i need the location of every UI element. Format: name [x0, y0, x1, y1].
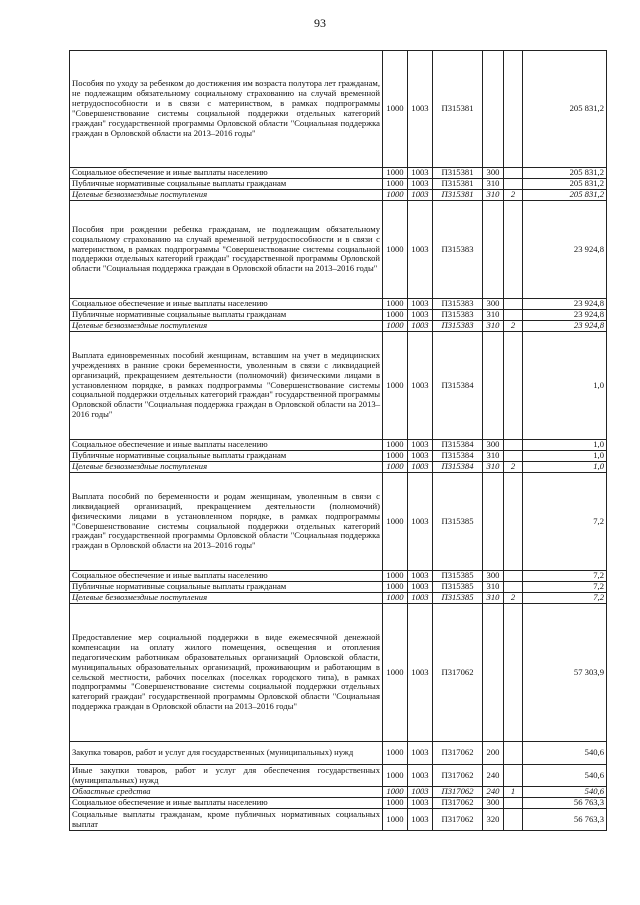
row-description: Социальное обеспечение и иные выплаты населению [70, 440, 383, 451]
funding-source-code [504, 310, 523, 321]
table-row [70, 809, 607, 831]
amount-value: 205 831,2 [523, 51, 607, 168]
target-article-code: П317062 [433, 798, 483, 809]
subsection-code: 1003 [408, 798, 433, 809]
target-article-code: П315381 [433, 168, 483, 179]
target-article-code: П315385 [433, 593, 483, 604]
section-code: 1000 [383, 451, 408, 462]
section-code: 1000 [383, 798, 408, 809]
target-article-code: П315384 [433, 451, 483, 462]
section-code: 1000 [383, 593, 408, 604]
table-row [70, 310, 607, 321]
row-description: Публичные нормативные социальные выплаты гражданам [70, 310, 383, 321]
expense-type-code: 300 [483, 798, 504, 809]
row-description: Социальное обеспечение и иные выплаты населению [70, 571, 383, 582]
expense-type-code [483, 201, 504, 299]
target-article-code: П315383 [433, 299, 483, 310]
amount-value: 205 831,2 [523, 179, 607, 190]
budget-table [69, 50, 607, 831]
section-code: 1000 [383, 571, 408, 582]
subsection-code: 1003 [408, 787, 433, 798]
section-code: 1000 [383, 809, 408, 831]
funding-source-code: 1 [504, 787, 523, 798]
subsection-code: 1003 [408, 809, 433, 831]
funding-source-code [504, 168, 523, 179]
row-description: Выплата пособий по беременности и родам женщинам, уволенным в связи с ликвидацией организаций, прекращением деятельности (полномочий) физическими лицами в установленном порядке, в рамках подпрограммы "Совершенствование системы социальной поддержки отдельных категорий граждан" государственной программы Орловской области "Социальная поддержка граждан в Орловской области на 2013–2016 годы" [70, 473, 383, 571]
table-row [70, 593, 607, 604]
expense-type-code: 310 [483, 462, 504, 473]
amount-value: 540,6 [523, 765, 607, 787]
table-row [70, 582, 607, 593]
subsection-code: 1003 [408, 451, 433, 462]
subsection-code: 1003 [408, 299, 433, 310]
funding-source-code: 2 [504, 321, 523, 332]
subsection-code: 1003 [408, 190, 433, 201]
target-article-code: П315385 [433, 582, 483, 593]
subsection-code: 1003 [408, 571, 433, 582]
row-description: Пособия по уходу за ребенком до достижения им возраста полутора лет гражданам, не подлежащим обязательному социальному страхованию на случай временной нетрудоспособности и в связи с материнством, в рамках подпрограммы "Совершенствование системы социальной поддержки отдельных категорий граждан" государственной программы Орловской области "Социальная поддержка граждан в Орловской области на 2013–2016 годы" [70, 51, 383, 168]
expense-type-code: 310 [483, 179, 504, 190]
subsection-code: 1003 [408, 332, 433, 440]
row-description: Закупка товаров, работ и услуг для государственных (муниципальных) нужд [70, 742, 383, 765]
section-code: 1000 [383, 179, 408, 190]
amount-value: 23 924,8 [523, 310, 607, 321]
funding-source-code [504, 798, 523, 809]
funding-source-code: 2 [504, 593, 523, 604]
expense-type-code: 300 [483, 571, 504, 582]
table-row [70, 179, 607, 190]
target-article-code: П317062 [433, 809, 483, 831]
amount-value: 1,0 [523, 462, 607, 473]
funding-source-code: 2 [504, 462, 523, 473]
table-row [70, 451, 607, 462]
amount-value: 23 924,8 [523, 201, 607, 299]
section-code: 1000 [383, 473, 408, 571]
amount-value: 540,6 [523, 742, 607, 765]
funding-source-code: 2 [504, 190, 523, 201]
subsection-code: 1003 [408, 582, 433, 593]
target-article-code: П317062 [433, 765, 483, 787]
row-description: Целевые безвозмездные поступления [70, 593, 383, 604]
table-row [70, 332, 607, 440]
subsection-code: 1003 [408, 440, 433, 451]
target-article-code: П315383 [433, 321, 483, 332]
target-article-code: П317062 [433, 787, 483, 798]
table-row [70, 190, 607, 201]
funding-source-code [504, 571, 523, 582]
row-description: Целевые безвозмездные поступления [70, 462, 383, 473]
section-code: 1000 [383, 787, 408, 798]
expense-type-code: 310 [483, 190, 504, 201]
row-description: Целевые безвозмездные поступления [70, 321, 383, 332]
target-article-code: П315381 [433, 51, 483, 168]
funding-source-code [504, 604, 523, 742]
row-description: Иные закупки товаров, работ и услуг для обеспечения государственных (муниципальных) нужд [70, 765, 383, 787]
target-article-code: П315383 [433, 201, 483, 299]
table-row [70, 742, 607, 765]
section-code: 1000 [383, 51, 408, 168]
expense-type-code: 200 [483, 742, 504, 765]
amount-value: 57 303,9 [523, 604, 607, 742]
page-number: 93 [314, 16, 326, 30]
expense-type-code: 300 [483, 299, 504, 310]
target-article-code: П315384 [433, 462, 483, 473]
subsection-code: 1003 [408, 604, 433, 742]
amount-value: 205 831,2 [523, 190, 607, 201]
target-article-code: П317062 [433, 604, 483, 742]
expense-type-code: 310 [483, 593, 504, 604]
amount-value: 56 763,3 [523, 798, 607, 809]
amount-value: 205 831,2 [523, 168, 607, 179]
expense-type-code [483, 51, 504, 168]
section-code: 1000 [383, 321, 408, 332]
amount-value: 1,0 [523, 332, 607, 440]
table-row [70, 765, 607, 787]
table-row [70, 473, 607, 571]
amount-value: 56 763,3 [523, 809, 607, 831]
section-code: 1000 [383, 310, 408, 321]
row-description: Предоставление мер социальной поддержки в виде ежемесячной денежной компенсации на оплату жилого помещения, освещения и отопления педагогическим работникам образовательных организаций Орловской области, муниципальных образовательных организаций, проживающим и работающим в сельской местности, рабочих поселках (поселках городского типа), в рамках подпрограммы "Совершенствование системы социальной поддержки отдельных категорий граждан" государственной программы Орловской области "Социальная поддержка граждан в Орловской области на 2013–2016 годы" [70, 604, 383, 742]
target-article-code: П315385 [433, 571, 483, 582]
table-row [70, 168, 607, 179]
target-article-code: П315381 [433, 179, 483, 190]
funding-source-code [504, 440, 523, 451]
section-code: 1000 [383, 582, 408, 593]
funding-source-code [504, 201, 523, 299]
expense-type-code [483, 604, 504, 742]
amount-value: 7,2 [523, 473, 607, 571]
row-description: Публичные нормативные социальные выплаты гражданам [70, 179, 383, 190]
subsection-code: 1003 [408, 168, 433, 179]
table-row [70, 299, 607, 310]
subsection-code: 1003 [408, 462, 433, 473]
row-description: Целевые безвозмездные поступления [70, 190, 383, 201]
expense-type-code: 240 [483, 765, 504, 787]
funding-source-code [504, 299, 523, 310]
row-description: Областные средства [70, 787, 383, 798]
subsection-code: 1003 [408, 179, 433, 190]
row-description: Пособия при рождении ребенка гражданам, не подлежащим обязательному социальному страхованию на случай временной нетрудоспособности и в связи с материнством, в рамках подпрограммы "Совершенствование системы социальной поддержки отдельных категорий граждан" государственной программы Орловской области "Социальная поддержка граждан в Орловской области на 2013–2016 годы" [70, 201, 383, 299]
amount-value: 7,2 [523, 571, 607, 582]
section-code: 1000 [383, 604, 408, 742]
row-description: Социальное обеспечение и иные выплаты населению [70, 168, 383, 179]
expense-type-code: 320 [483, 809, 504, 831]
section-code: 1000 [383, 742, 408, 765]
funding-source-code [504, 582, 523, 593]
subsection-code: 1003 [408, 593, 433, 604]
amount-value: 1,0 [523, 451, 607, 462]
amount-value: 23 924,8 [523, 321, 607, 332]
target-article-code: П315381 [433, 190, 483, 201]
expense-type-code: 310 [483, 310, 504, 321]
section-code: 1000 [383, 168, 408, 179]
expense-type-code [483, 473, 504, 571]
section-code: 1000 [383, 462, 408, 473]
section-code: 1000 [383, 190, 408, 201]
table-row [70, 604, 607, 742]
funding-source-code [504, 473, 523, 571]
section-code: 1000 [383, 332, 408, 440]
table-row [70, 440, 607, 451]
expense-type-code: 300 [483, 440, 504, 451]
funding-source-code [504, 765, 523, 787]
expense-type-code: 310 [483, 451, 504, 462]
subsection-code: 1003 [408, 51, 433, 168]
row-description: Публичные нормативные социальные выплаты гражданам [70, 582, 383, 593]
expense-type-code: 310 [483, 321, 504, 332]
row-description: Социальные выплаты гражданам, кроме публичных нормативных социальных выплат [70, 809, 383, 831]
target-article-code: П317062 [433, 742, 483, 765]
subsection-code: 1003 [408, 310, 433, 321]
table-row [70, 201, 607, 299]
subsection-code: 1003 [408, 742, 433, 765]
funding-source-code [504, 51, 523, 168]
amount-value: 23 924,8 [523, 299, 607, 310]
target-article-code: П315385 [433, 473, 483, 571]
subsection-code: 1003 [408, 321, 433, 332]
section-code: 1000 [383, 765, 408, 787]
table-row [70, 571, 607, 582]
amount-value: 540,6 [523, 787, 607, 798]
expense-type-code: 300 [483, 168, 504, 179]
funding-source-code [504, 332, 523, 440]
target-article-code: П315383 [433, 310, 483, 321]
amount-value: 7,2 [523, 582, 607, 593]
amount-value: 1,0 [523, 440, 607, 451]
expense-type-code: 240 [483, 787, 504, 798]
subsection-code: 1003 [408, 201, 433, 299]
funding-source-code [504, 742, 523, 765]
table-body [70, 51, 607, 831]
row-description: Выплата единовременных пособий женщинам, вставшим на учет в медицинских учреждениях в ранние сроки беременности, уволенным в связи с ликвидацией организаций, прекращением деятельности (полномочий) физическими лицами в установленном порядке, в рамках подпрограммы "Совершенствование системы социальной поддержки отдельных категорий граждан" государственной программы Орловской области "Социальная поддержка граждан в Орловской области на 2013–2016 годы" [70, 332, 383, 440]
amount-value: 7,2 [523, 593, 607, 604]
expense-type-code [483, 332, 504, 440]
table-row [70, 321, 607, 332]
target-article-code: П315384 [433, 332, 483, 440]
table-row [70, 462, 607, 473]
table-row [70, 798, 607, 809]
target-article-code: П315384 [433, 440, 483, 451]
expense-type-code: 310 [483, 582, 504, 593]
section-code: 1000 [383, 299, 408, 310]
table-row [70, 51, 607, 168]
subsection-code: 1003 [408, 473, 433, 571]
row-description: Социальное обеспечение и иные выплаты населению [70, 299, 383, 310]
funding-source-code [504, 809, 523, 831]
table-row [70, 787, 607, 798]
funding-source-code [504, 179, 523, 190]
funding-source-code [504, 451, 523, 462]
row-description: Социальное обеспечение и иные выплаты населению [70, 798, 383, 809]
subsection-code: 1003 [408, 765, 433, 787]
section-code: 1000 [383, 440, 408, 451]
section-code: 1000 [383, 201, 408, 299]
row-description: Публичные нормативные социальные выплаты гражданам [70, 451, 383, 462]
